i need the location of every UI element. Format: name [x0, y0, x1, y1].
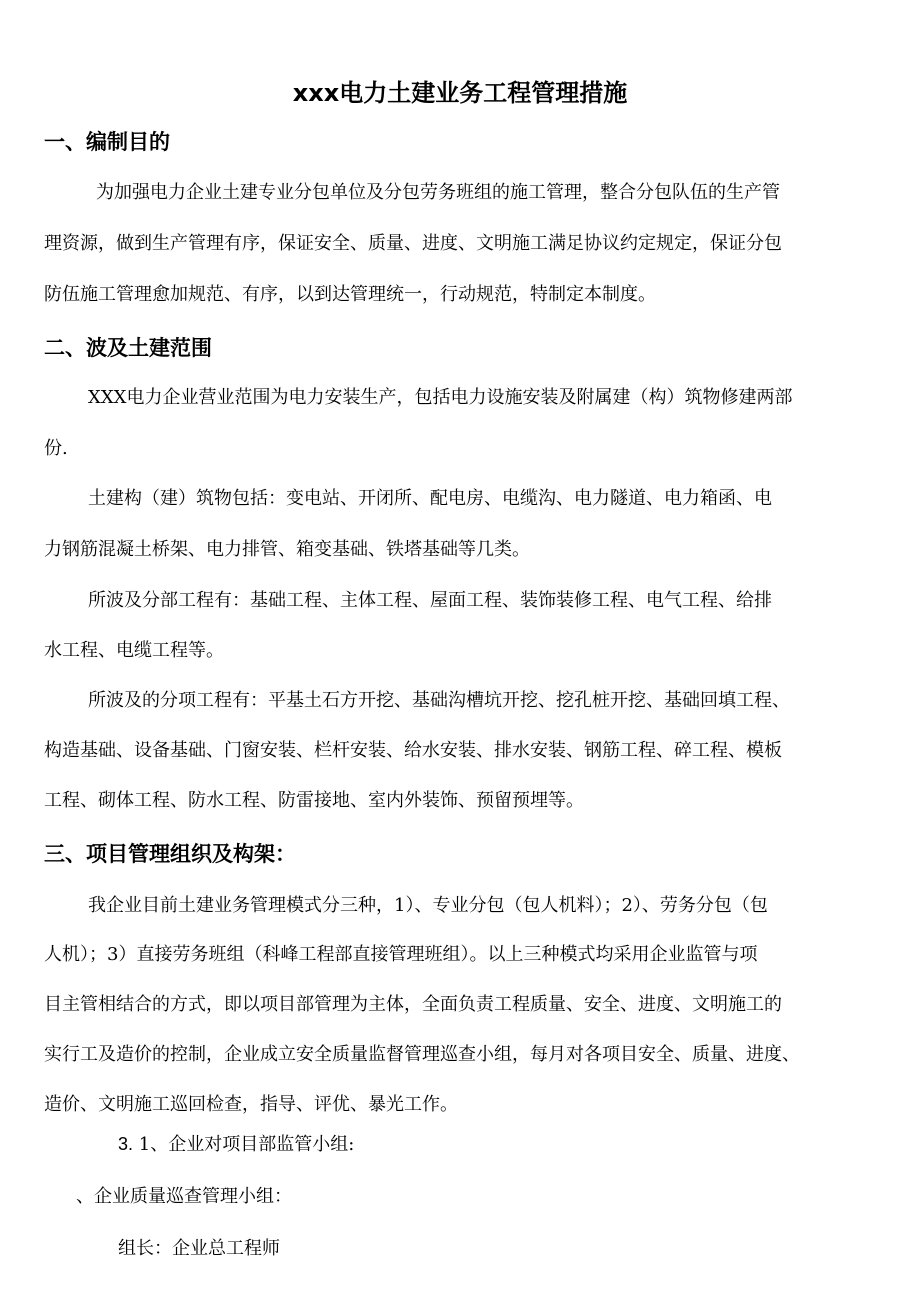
section-1-heading: 一、编制目的 [44, 130, 170, 154]
paragraph-line: 理资源，做到生产管理有序，保证安全、质量、进度、文明施工满足协议约定规定，保证分包 [44, 233, 782, 254]
paragraph-line: 构造基础、设备基础、门窗安装、栏杆安装、给水安装、排水安装、钢筋工程、碎工程、模板 [44, 740, 782, 761]
paragraph-line: 目主管相结合的方式，即以项目部管理为主体，全面负责工程质量、安全、进度、文明施工的 [44, 994, 782, 1015]
paragraph-line: 为加强电力企业土建专业分包单位及分包劳务班组的施工管理，整合分包队伍的生产管 [96, 182, 780, 203]
document-title: xxx电力土建业务工程管理措施 [292, 79, 628, 107]
subsection-number: 3. [118, 1134, 134, 1154]
paragraph-line: 水工程、电缆工程等。 [44, 640, 224, 661]
paragraph-line: 实行工及造价的控制，企业成立安全质量监督管理巡查小组，每月对各项目安全、质量、进度、 [44, 1044, 800, 1065]
group-title: 、企业质量巡查管理小组： [76, 1186, 292, 1207]
paragraph-line: 所波及分部工程有：基础工程、主体工程、屋面工程、装饰装修工程、电气工程、给排 [88, 590, 772, 611]
paragraph-line: 土建构（建）筑物包括：变电站、开闭所、配电房、电缆沟、电力隧道、电力箱函、电 [88, 488, 772, 509]
paragraph-line: 我企业目前土建业务管理模式分三种，1）、专业分包（包人机料）；2）、劳务分包（包 [88, 895, 768, 916]
subsection-title: 1、企业对项目部监管小组: [138, 1134, 355, 1155]
paragraph-line: 所波及的分项工程有：平基土石方开挖、基础沟槽坑开挖、挖孔桩开挖、基础回填工程、 [88, 690, 790, 711]
paragraph-line: 份. [44, 438, 68, 459]
paragraph-line: 人机）；3）直接劳务班组（科峰工程部直接管理班组）。以上三种模式均采用企业监管与项 [44, 944, 758, 965]
group-leader: 组长：企业总工程师 [118, 1238, 280, 1259]
section-2-heading: 二、波及土建范围 [44, 336, 212, 360]
paragraph-line: 力钢筋混凝土桥架、电力排管、箱变基础、铁塔基础等几类。 [44, 539, 530, 560]
paragraph-line: 工程、砌体工程、防水工程、防雷接地、室内外装饰、预留预埋等。 [44, 790, 584, 811]
paragraph-line: 造价、文明施工巡回检查，指导、评优、暴光工作。 [44, 1094, 458, 1115]
paragraph-line: XXX电力企业营业范围为电力安装生产，包括电力设施安装及附属建（构）筑物修建两部 [88, 387, 793, 408]
section-3-heading: 三、项目管理组织及构架： [44, 842, 296, 866]
subsection-3-1 [118, 1131, 354, 1158]
paragraph-line: 防伍施工管理愈加规范、有序，以到达管理统一，行动规范，特制定本制度。 [44, 284, 656, 305]
